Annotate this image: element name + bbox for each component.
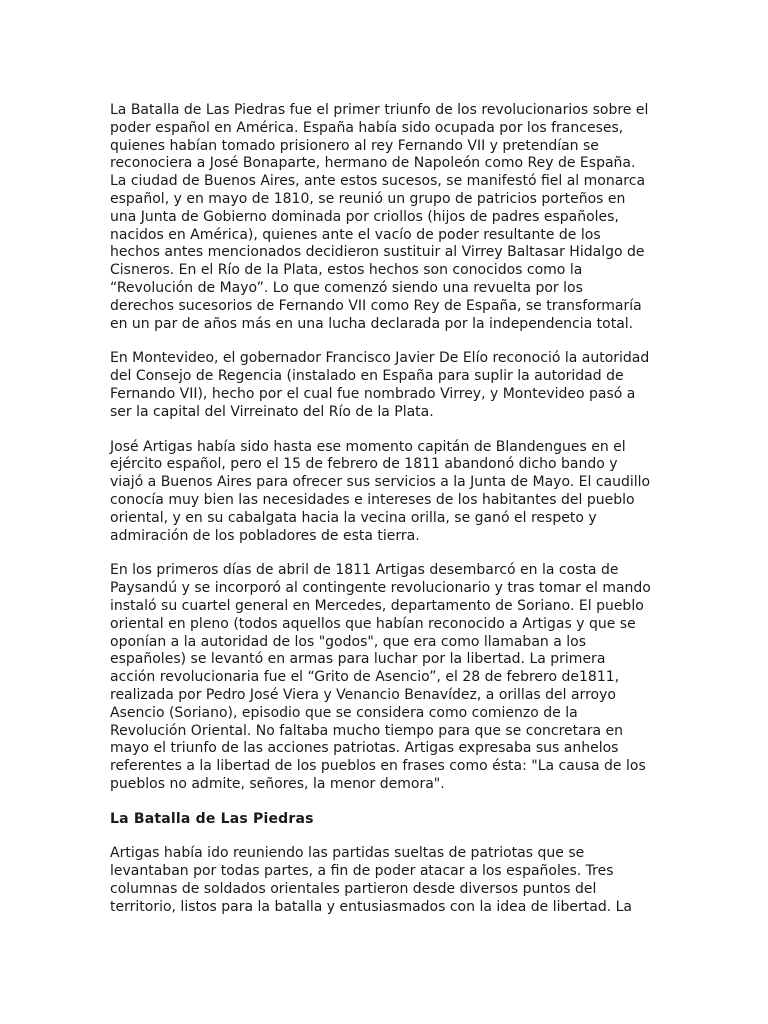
paragraph-4: En los primeros días de abril de 1811 Artigas desembarcó en la costa de Paysandú y se incorporó al contingente revolucionario y tras tomar el mando instaló su cuartel general en Mercedes, departamento de Soriano. El pueblo oriental en pleno (todos aquellos que habían reconocido a Artigas y que se oponían a la autoridad de los "godos", que era como llamaban a los españoles) se levantó en armas para luchar por la libertad. La primera acción revolucionaria fue el “Grito de Asencio”, el 28 de febrero de1811, realizada por Pedro José Viera y Venancio Benavídez, a orillas del arroyo Asencio (Soriano), episodio que se considera como comienzo de la Revolución Oriental. No faltaba mucho tiempo para que se concretara en mayo el triunfo de las acciones patriotas. Artigas expresaba sus anhelos referentes a la libertad de los pueblos en frases como ésta: "La causa de los pueblos no admite, señores, la menor demora".	[110, 562, 651, 792]
paragraph-3: José Artigas había sido hasta ese momento capitán de Blandengues en el ejército español, pero el 15 de febrero de 1811 abandonó dicho bando y viajó a Buenos Aires para ofrecer sus servicios a la Junta de Mayo. El caudillo conocía muy bien las necesidades e intereses de los habitantes del pueblo oriental, y en su cabalgata hacia la vecina orilla, se ganó el respeto y admiración de los pobladores de esta tierra.	[110, 438, 651, 544]
document-body	[110, 102, 658, 934]
section-heading: La Batalla de Las Piedras	[110, 810, 314, 827]
paragraph-2: En Montevideo, el gobernador Francisco Javier De Elío reconoció la autoridad del Consejo de Regencia (instalado en España para suplir la autoridad de Fernando VII), hecho por el cual fue nombrado Virrey, y Montevideo pasó a ser la capital del Virreinato del Río de la Plata.	[110, 350, 650, 420]
paragraph-1: La Batalla de Las Piedras fue el primer triunfo de los revolucionarios sobre el poder español en América. España había sido ocupada por los franceses, quienes habían tomado prisionero al rey Fernando VII y pretendían se reconociera a José Bonaparte, hermano de Napoleón como Rey de España. La ciudad de Buenos Aires, ante estos sucesos, se manifestó fiel al monarca español, y en mayo de 1810, se reunió un grupo de patricios porteños en una Junta de Gobierno dominada por criollos (hijos de padres españoles, nacidos en América), quienes ante el vacío de poder resultante de los hechos antes mencionados decidieron sustituir al Virrey Baltasar Hidalgo de Cisneros. En el Río de la Plata, estos hechos son conocidos como la “Revolución de Mayo”. Lo que comenzó siendo una revuelta por los derechos sucesorios de Fernando VII como Rey de España, se transformaría en un par de años más en una lucha declarada por la independencia total.	[110, 102, 649, 332]
paragraph-5: Artigas había ido reuniendo las partidas sueltas de patriotas que se levantaban por todas partes, a fin de poder atacar a los españoles. Tres columnas de soldados orientales partieron desde diversos puntos del territorio, listos para la batalla y entusiasmados con la idea de libertad. La	[110, 845, 633, 915]
